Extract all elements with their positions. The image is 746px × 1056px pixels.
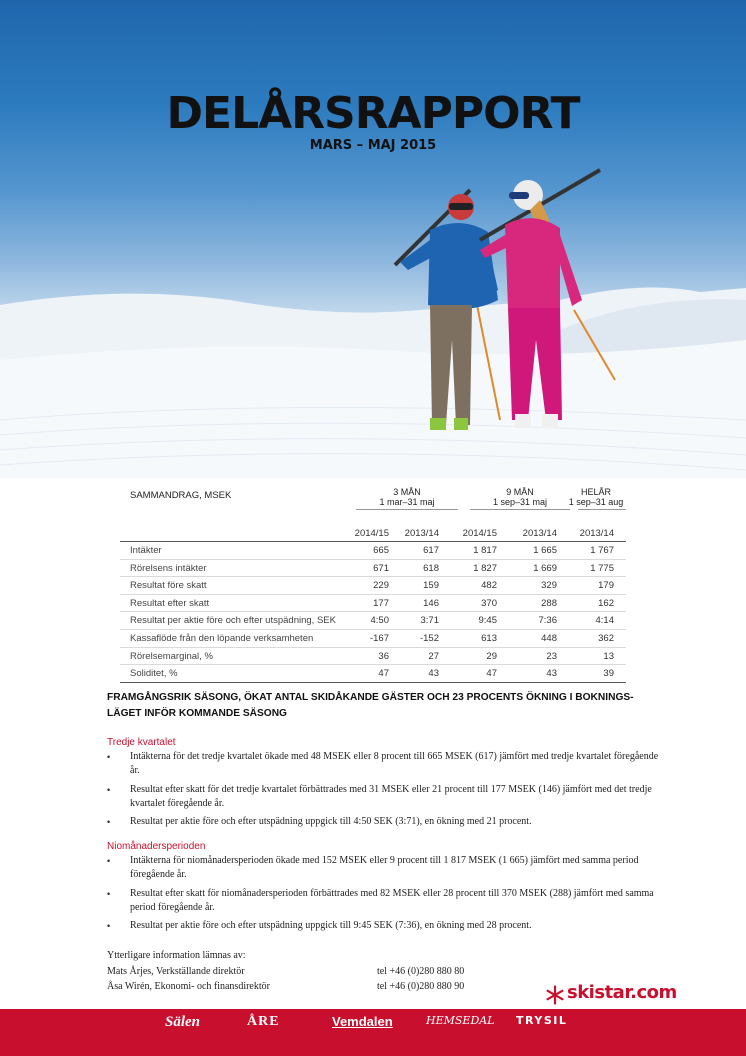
bullet-icon: • (107, 752, 111, 762)
row-label: Rörelsemarginal, % (130, 650, 213, 662)
contact-name: Mats Årjes, Verkställande direktör (107, 965, 245, 977)
snowflake-icon (545, 985, 565, 1005)
group-full-year (566, 487, 626, 507)
bullet-text: Resultat efter skatt för det tredje kvartalet förbättrades med 31 MSEK eller 21 procent till 177 MSEK (146) jämfört med det tredje kvartalet föregående år. (130, 783, 652, 809)
bullet-icon: • (107, 888, 111, 899)
table-cell: 1 827 (473, 562, 497, 574)
report-title: DELÅRSRAPPORT (166, 88, 580, 139)
table-row (120, 665, 626, 683)
table-cell: 36 (378, 650, 389, 662)
contact-row (107, 964, 507, 980)
bullet-text: Intäkterna för det tredje kvartalet ökade med 48 MSEK eller 8 procent till 665 MSEK (617) jämfört med tredje kvartalet föregående år. (130, 751, 659, 776)
bullet-icon: • (107, 817, 111, 827)
group-title: 3 MÅN (393, 487, 421, 497)
table-cell: 671 (373, 562, 389, 574)
table-cell: 9:45 (478, 615, 497, 627)
table-cell: 4:14 (595, 615, 614, 627)
year-col-5: 2013/14 (579, 528, 614, 539)
headline-line-2: LÄGET INFÖR KOMMANDE SÄSONG (107, 708, 287, 719)
row-label: Kassaflöde från den löpande verksamheten (130, 632, 314, 644)
table-cell: 4:50 (370, 615, 389, 627)
bullet-text: Resultat efter skatt för niomånadersperioden förbättrades med 82 MSEK eller 28 procent till 370 MSEK (288) jämfört med samma period föregående år. (130, 887, 654, 913)
table-header (120, 483, 626, 527)
table-cell: 43 (546, 668, 557, 680)
contact-row (107, 979, 507, 995)
group-period: 1 sep–31 aug (568, 497, 624, 507)
table-cell: 146 (423, 597, 439, 609)
destination-hemsedal[interactable]: HEMSEDAL (426, 1014, 495, 1027)
table-cell: -152 (419, 632, 439, 644)
headline (107, 690, 667, 722)
row-label: Intäkter (130, 545, 162, 556)
year-col-2: 2013/14 (404, 528, 439, 539)
row-label: Rörelsens intäkter (130, 562, 207, 574)
table-cell: 618 (423, 562, 439, 574)
headline-line-1: FRAMGÅNGSRIK SÄSONG, ÖKAT ANTAL SKIDÅKANDE GÄSTER OCH 23 PROCENTS ÖKNING I BOKNINGS- (107, 692, 634, 703)
footer-band (0, 1009, 746, 1056)
destination-vemdalen[interactable]: Vemdalen (332, 1014, 393, 1029)
year-col-4: 2013/14 (522, 528, 557, 539)
table-cell: 162 (598, 597, 614, 609)
bullet-icon: • (107, 856, 111, 866)
table-cell: 482 (481, 580, 497, 592)
contact-intro: Ytterligare information lämnas av: (107, 950, 246, 961)
section-title-q3: Tredje kvartalet (107, 737, 176, 748)
table-row (120, 560, 626, 578)
row-label: Resultat efter skatt (130, 597, 210, 609)
table-cell: 3:71 (420, 615, 439, 627)
table-cell: 47 (378, 668, 389, 680)
bullets-q3 (107, 750, 667, 834)
table-cell: 159 (423, 580, 439, 592)
logo-text: skistar.com (567, 982, 677, 1003)
bullet-icon: • (107, 921, 111, 931)
table-cell: 29 (486, 650, 497, 662)
table-cell: 288 (541, 597, 557, 609)
table-cell: 665 (373, 545, 389, 556)
table-cell: 23 (546, 650, 557, 662)
group-title: 9 MÅN (506, 487, 534, 497)
table-cell: 27 (428, 650, 439, 662)
group-9-months (470, 487, 570, 507)
table-body (120, 542, 626, 683)
table-cell: 1 817 (473, 545, 497, 556)
year-header-row (120, 527, 626, 542)
table-cell: 43 (428, 668, 439, 680)
contact-name: Åsa Wirén, Ekonomi- och finansdirektör (107, 981, 270, 992)
bullet-item (107, 854, 667, 882)
table-cell: -167 (369, 632, 389, 644)
group-period: 1 mar–31 maj (379, 497, 435, 507)
table-caption: SAMMANDRAG, MSEK (130, 490, 232, 501)
table-cell: 362 (598, 632, 614, 644)
table-cell: 47 (486, 668, 497, 680)
table-row (120, 595, 626, 613)
table-row (120, 612, 626, 630)
table-cell: 1 665 (533, 545, 557, 556)
bullet-item (107, 919, 667, 933)
table-cell: 329 (541, 580, 557, 592)
table-cell: 39 (603, 668, 614, 680)
table-cell: 177 (373, 597, 389, 609)
bullet-text: Resultat per aktie före och efter utspädning uppgick till 4:50 SEK (3:71), en ökning med 21 procent. (130, 816, 532, 827)
table-row (120, 577, 626, 595)
table-cell: 1 669 (533, 562, 557, 574)
bullet-item (107, 815, 667, 829)
skiers-illustration (0, 0, 746, 478)
row-label: Resultat per aktie före och efter utspädning, SEK (130, 615, 336, 627)
table-cell: 617 (423, 545, 439, 556)
table-cell: 1 775 (590, 562, 614, 574)
summary-table (120, 483, 626, 683)
destination-are[interactable]: ÅRE (247, 1014, 280, 1029)
year-col-1: 2014/15 (354, 528, 389, 539)
contact-info (107, 948, 507, 995)
destination-salen[interactable]: Sälen (165, 1014, 201, 1030)
year-col-3: 2014/15 (462, 528, 497, 539)
row-label: Resultat före skatt (130, 580, 207, 592)
bullets-9m (107, 854, 667, 938)
section-title-9m: Niomånadersperioden (107, 841, 206, 852)
group-3-months (356, 487, 458, 507)
table-cell: 448 (541, 632, 557, 644)
bullet-item (107, 750, 667, 778)
table-cell: 7:36 (538, 615, 557, 627)
bullet-text: Resultat per aktie före och efter utspädning uppgick till 9:45 SEK (7:36), en ökning med 28 procent. (130, 920, 532, 931)
bullet-item (107, 783, 667, 811)
table-cell: 370 (481, 597, 497, 609)
contact-phone[interactable]: tel +46 (0)280 880 90 (377, 981, 465, 992)
bullet-icon: • (107, 784, 111, 795)
bullet-item (107, 887, 667, 915)
group-title: HELÅR (580, 487, 611, 497)
report-period: MARS – MAJ 2015 (309, 138, 437, 153)
bullet-text: Intäkterna för niomånadersperioden ökade med 152 MSEK eller 9 procent till 1 817 MSEK (1 665) jämfört med samma period föregående år. (130, 855, 639, 880)
table-cell: 13 (603, 650, 614, 662)
contact-phone[interactable]: tel +46 (0)280 880 80 (377, 965, 465, 977)
table-row (120, 542, 626, 560)
group-period: 1 sep–31 maj (492, 497, 548, 507)
table-cell: 179 (598, 580, 614, 592)
table-cell: 1 767 (590, 545, 614, 556)
table-cell: 613 (481, 632, 497, 644)
row-label: Soliditet, % (130, 668, 178, 680)
cover-photo (0, 0, 746, 478)
destination-trysil[interactable]: TRYSIL (516, 1014, 568, 1027)
table-cell: 229 (373, 580, 389, 592)
table-row (120, 648, 626, 666)
table-row (120, 630, 626, 648)
